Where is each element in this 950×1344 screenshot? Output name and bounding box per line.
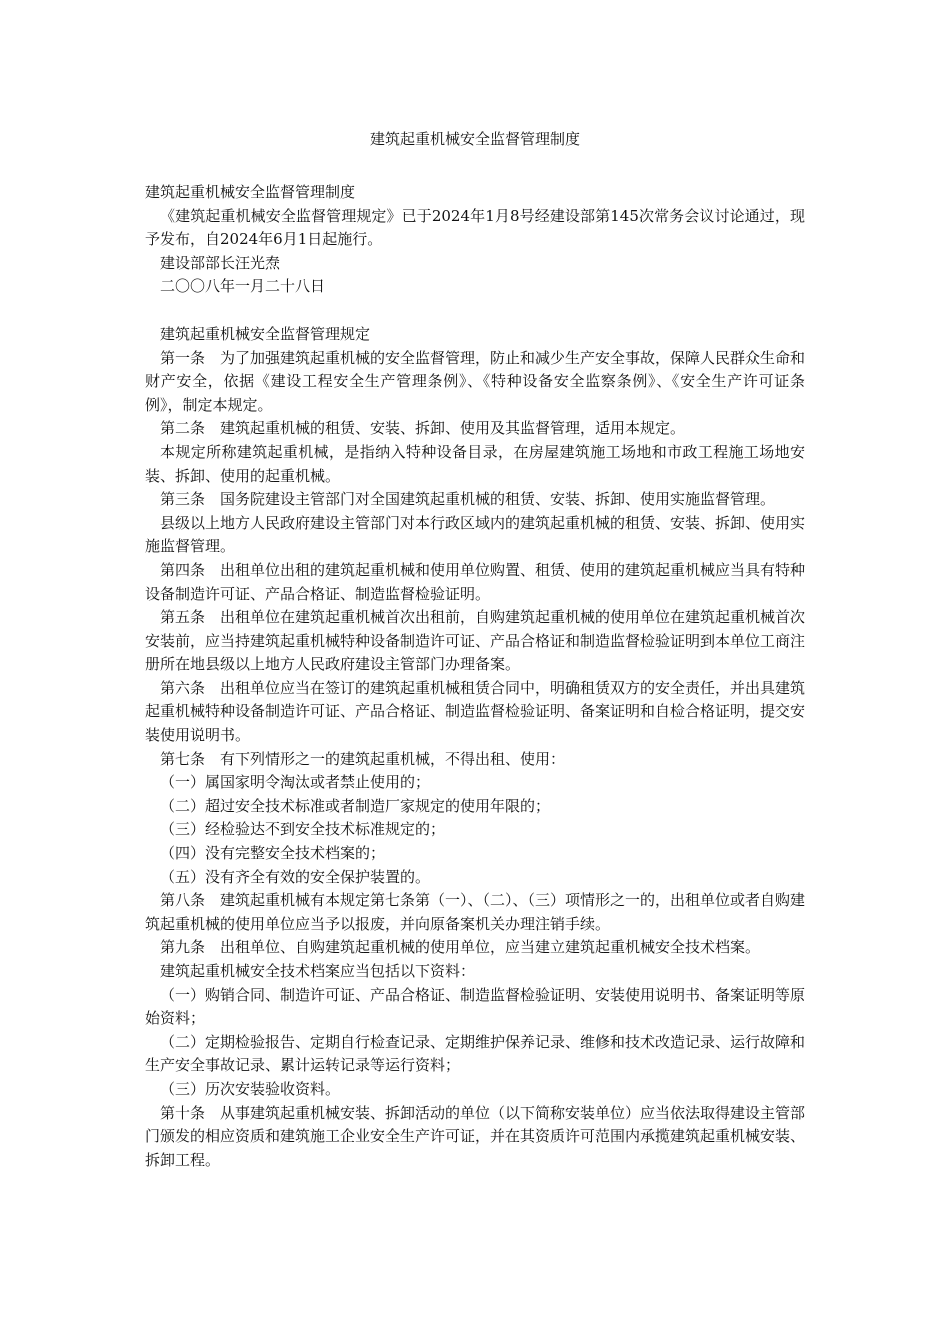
paragraph: 第十条 从事建筑起重机械安装、拆卸活动的单位（以下简称安装单位）应当依法取得建设主管部门颁发的相应资质和建筑施工企业安全生产许可证，并在其资质许可范围内承揽建筑起重机械安装、拆卸工程。 (145, 1103, 806, 1169)
document-body (145, 181, 805, 1172)
document-title: 建筑起重机械安全监督管理制度 (369, 130, 580, 148)
paragraph: 本规定所称建筑起重机械，是指纳入特种设备目录，在房屋建筑施工场地和市政工程施工场地安装、拆卸、使用的起重机械。 (145, 442, 805, 485)
paragraph: 第一条 为了加强建筑起重机械的安全监督管理，防止和减少生产安全事故，保障人民群众生命和财产安全，依据《建设工程安全生产管理条例》、《特种设备安全监察条例》、《安全生产许可证条例》，制定本规定。 (145, 348, 806, 414)
paragraph: （四）没有完整安全技术档案的； (160, 844, 386, 863)
paragraph: （三）历次安装验收资料。 (160, 1079, 341, 1098)
paragraph: （二）超过安全技术标准或者制造厂家规定的使用年限的； (160, 796, 551, 815)
paragraph: 第五条 出租单位在建筑起重机械首次出租前，自购建筑起重机械的使用单位在建筑起重机械首次安装前，应当持建筑起重机械特种设备制造许可证、产品合格证和制造监督检验证明到本单位工商注册所在地县级以上地方人民政府建设主管部门办理备案。 (145, 608, 806, 674)
paragraph: （三）经检验达不到安全技术标准规定的； (160, 820, 446, 839)
paragraph: （一）购销合同、制造许可证、产品合格证、制造监督检验证明、安装使用说明书、备案证明等原始资料； (145, 985, 806, 1028)
paragraph: 建筑起重机械安全监督管理制度 (145, 183, 356, 201)
paragraph: 《建筑起重机械安全监督管理规定》已于2024年1月8号经建设部第145次常务会议讨论通过，现予发布，自2024年6月1日起施行。 (145, 206, 805, 249)
paragraph: 第二条 建筑起重机械的租赁、安装、拆卸、使用及其监督管理，适用本规定。 (160, 419, 686, 438)
paragraph: 第九条 出租单位、自购建筑起重机械的使用单位，应当建立建筑起重机械安全技术档案。 (160, 938, 761, 957)
paragraph: 建设部部长汪光焘 (160, 253, 281, 272)
paragraph: 建筑起重机械安全监督管理规定 (160, 324, 371, 343)
paragraph: 第三条 国务院建设主管部门对全国建筑起重机械的租赁、安装、拆卸、使用实施监督管理。 (160, 490, 776, 509)
paragraph: （二）定期检验报告、定期自行检查记录、定期维护保养记录、维修和技术改造记录、运行故障和生产安全事故记录、累计运转记录等运行资料； (145, 1032, 806, 1075)
paragraph: （五）没有齐全有效的安全保护装置的。 (160, 867, 431, 886)
paragraph: 第四条 出租单位出租的建筑起重机械和使用单位购置、租赁、使用的建筑起重机械应当具有特种设备制造许可证、产品合格证、制造监督检验证明。 (145, 560, 806, 603)
paragraph-spacer (145, 299, 805, 323)
paragraph: 第六条 出租单位应当在签订的建筑起重机械租赁合同中，明确租赁双方的安全责任，并出具建筑起重机械特种设备制造许可证、产品合格证、制造监督检验证明、备案证明和自检合格证明，提交安装使用说明书。 (145, 678, 806, 745)
paragraph: 二〇〇八年一月二十八日 (160, 277, 326, 296)
paragraph: （一）属国家明令淘汰或者禁止使用的； (160, 773, 431, 792)
paragraph: 第七条 有下列情形之一的建筑起重机械，不得出租、使用： (160, 749, 566, 768)
paragraph: 第八条 建筑起重机械有本规定第七条第（一）、（二）、（三）项情形之一的，出租单位或者自购建筑起重机械的使用单位应当予以报废，并向原备案机关办理注销手续。 (145, 891, 806, 933)
paragraph: 建筑起重机械安全技术档案应当包括以下资料： (160, 962, 476, 980)
paragraph: 县级以上地方人民政府建设主管部门对本行政区域内的建筑起重机械的租赁、安装、拆卸、使用实施监督管理。 (145, 513, 806, 556)
